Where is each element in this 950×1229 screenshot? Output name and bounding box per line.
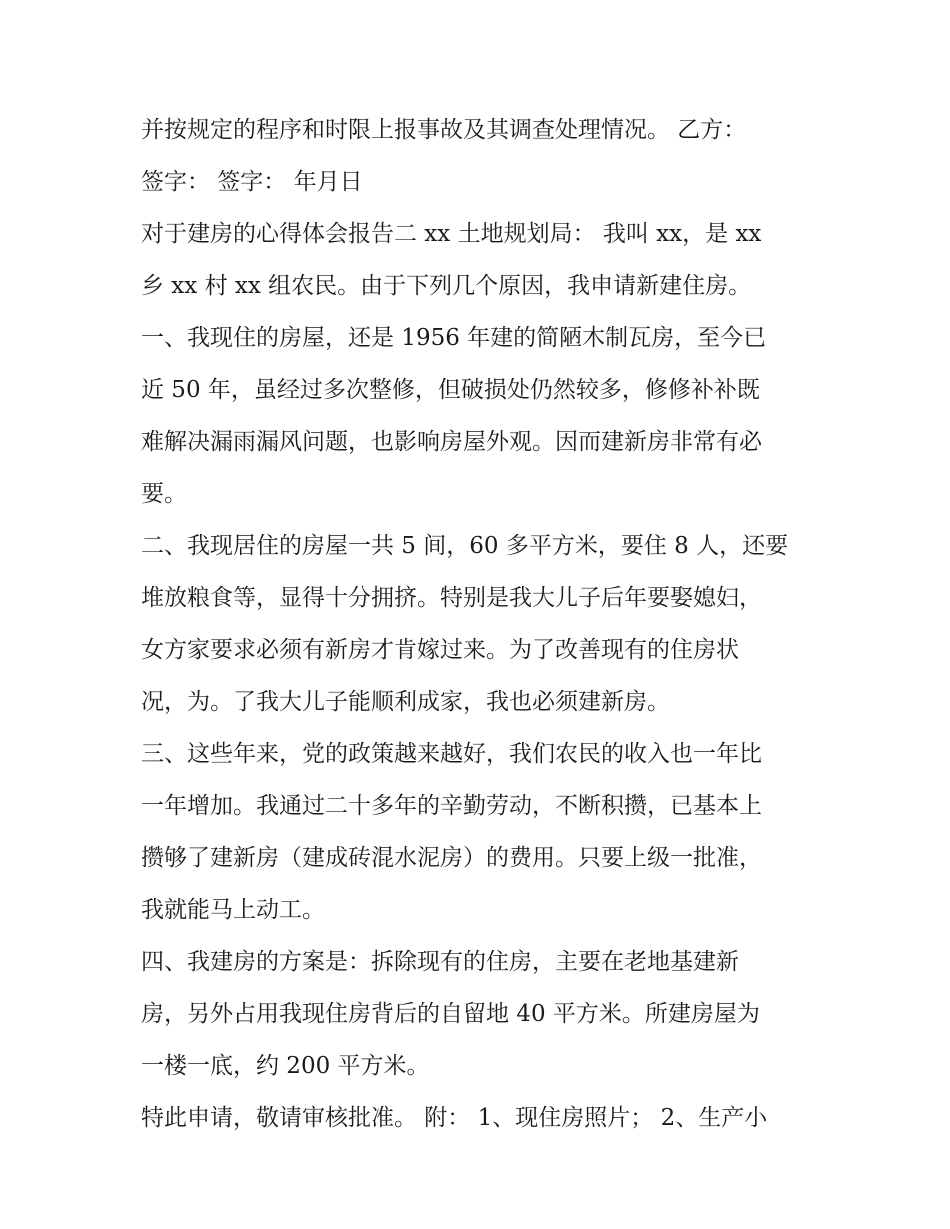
text-line: 难解决漏雨漏风问题，也影响房屋外观。因而建新房非常有必: [141, 429, 762, 455]
text-line: 乡 xx 村 xx 组农民。由于下列几个原因，我申请新建住房。: [141, 273, 752, 299]
text-line: 女方家要求必须有新房才肯嫁过来。为了改善现有的住房状: [141, 637, 739, 663]
text-line: 要。: [141, 481, 187, 507]
text-line: 堆放粮食等，显得十分拥挤。特别是我大儿子后年要娶媳妇，: [141, 585, 762, 611]
text-line: 对于建房的心得体会报告二 xx 土地规划局： 我叫 xx，是 xx: [141, 221, 762, 247]
text-line: 房，另外占用我现住房背后的自留地 40 平方米。所建房屋为: [141, 1001, 760, 1027]
text-line: 并按规定的程序和时限上报事故及其调查处理情况。 乙方：: [141, 117, 747, 143]
text-line: 签字： 签字： 年月日: [141, 169, 363, 195]
text-line: 近 50 年，虽经过多次整修，但破损处仍然较多，修修补补既: [141, 377, 760, 403]
text-line: 我就能马上动工。: [141, 897, 325, 923]
text-line: 况，为。了我大儿子能顺利成家，我也必须建新房。: [141, 689, 670, 715]
text-line: 二、我现居住的房屋一共 5 间，60 多平方米，要住 8 人，还要: [141, 533, 789, 559]
text-line: 一年增加。我通过二十多年的辛勤劳动，不断积攒，已基本上: [141, 793, 762, 819]
text-line: 三、这些年来，党的政策越来越好，我们农民的收入也一年比: [141, 741, 762, 767]
text-line: 一楼一底，约 200 平方米。: [141, 1053, 430, 1079]
document-body: [141, 104, 821, 1144]
text-line: 攒够了建新房（建成砖混水泥房）的费用。只要上级一批准，: [141, 845, 762, 871]
text-line: 一、我现住的房屋，还是 1956 年建的简陋木制瓦房，至今已: [141, 325, 767, 351]
text-line: 特此申请，敬请审核批准。 附： 1、现住房照片； 2、生产小: [141, 1105, 768, 1131]
text-line: 四、我建房的方案是：拆除现有的住房，主要在老地基建新: [141, 949, 739, 975]
